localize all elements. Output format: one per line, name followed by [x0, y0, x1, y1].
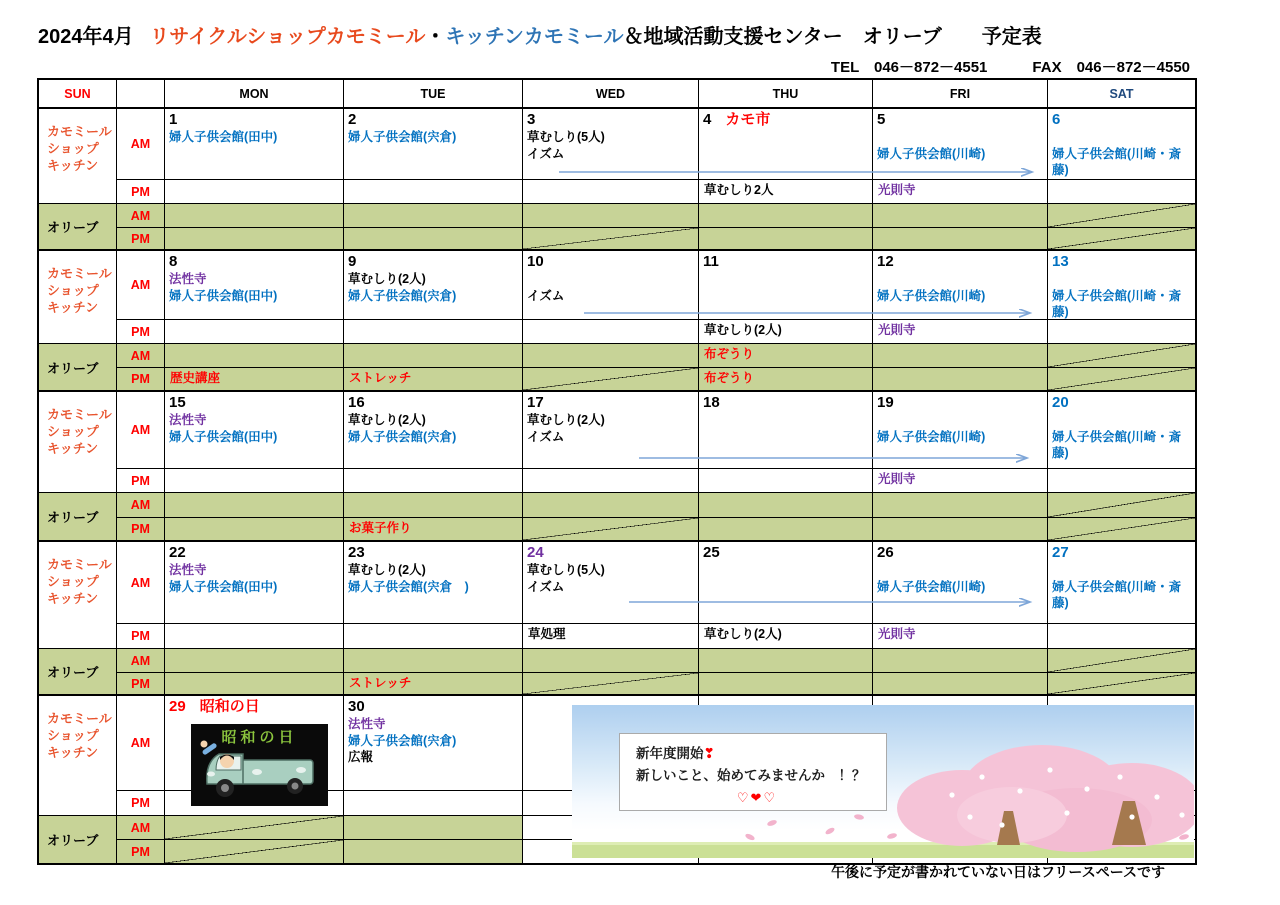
event-entry: 婦人子供会館(川崎・斎藤): [1052, 146, 1182, 177]
event-entry: [877, 412, 1043, 429]
row-label-olive: オリーブ: [39, 493, 117, 542]
event-entry: 婦人子供会館(宍倉): [348, 733, 457, 748]
olive-am-cell: [873, 344, 1048, 368]
olive-pm-cell: [873, 368, 1048, 392]
showa-caption: 昭和の日: [221, 729, 298, 746]
day-number: 20: [1052, 394, 1069, 411]
event-entry: 婦人子供会館(宍倉): [348, 288, 457, 303]
event-entry: イズム: [527, 579, 565, 594]
day-number: 1: [169, 111, 178, 128]
olive-pm-cell: [1048, 518, 1195, 542]
event-entry: 法性寺: [169, 272, 207, 286]
day-number-line: [1052, 252, 1191, 271]
chamomile-label-line: キッチン: [47, 745, 99, 760]
day-number-line: [348, 110, 518, 129]
event-entry: 歴史講座: [170, 371, 221, 385]
message-line2: 新しいこと、始めてみませんか ！？: [636, 768, 866, 783]
day-number-line: [169, 252, 339, 271]
chamomile-label-line: カモミール: [47, 711, 112, 726]
event-entry: 婦人子供会館(川崎): [877, 146, 986, 161]
row-label-chamomile: [39, 392, 117, 493]
day-number-line: [1052, 110, 1191, 129]
day-number: 6: [1052, 111, 1061, 128]
event-entry: [877, 271, 1043, 288]
day-am-cell: [344, 696, 523, 791]
day-am-cell: [165, 542, 344, 624]
day-pm-cell: [699, 624, 873, 649]
chamomile-label-line: キッチン: [47, 300, 99, 315]
day-pm-cell: [344, 624, 523, 649]
ampm-label: AM: [117, 392, 165, 469]
chamomile-label-line: キッチン: [47, 441, 99, 456]
ampm-label: PM: [117, 368, 165, 392]
olive-pm-cell: [344, 518, 523, 542]
day-number: 19: [877, 394, 894, 411]
day-number: 10: [527, 253, 544, 270]
day-number: 13: [1052, 253, 1069, 270]
olive-am-cell: [165, 649, 344, 673]
event-entry: 草むしり(5人): [527, 130, 605, 144]
day-am-cell: [873, 392, 1048, 469]
olive-am-cell: [344, 204, 523, 228]
olive-pm-cell: [1048, 673, 1195, 696]
event-entry: 布ぞうり: [704, 347, 755, 361]
day-am-cell: [523, 251, 699, 320]
event-entry: ストレッチ: [349, 371, 412, 385]
olive-pm-cell: [873, 228, 1048, 251]
day-number: 29: [169, 698, 186, 715]
event-entry: 婦人子供会館(川崎・斎藤): [1052, 288, 1182, 319]
ampm-label: PM: [117, 518, 165, 542]
footer-note: 午後に予定が書かれていない日はフリースペースです: [830, 864, 1165, 880]
olive-pm-cell: [699, 518, 873, 542]
day-number: 2: [348, 111, 357, 128]
event-entry: [877, 562, 1043, 579]
event-entry: 草むしり(2人): [348, 563, 426, 577]
day-number-line: [1052, 393, 1191, 412]
ampm-label: PM: [117, 840, 165, 863]
olive-am-cell: [165, 204, 344, 228]
day-am-cell: [699, 109, 873, 180]
event-entry: 婦人子供会館(田中): [169, 579, 278, 594]
event-entry: 布ぞうり: [704, 371, 755, 385]
day-pm-cell: [873, 624, 1048, 649]
day-pm-cell: [344, 320, 523, 344]
ampm-label: AM: [117, 696, 165, 791]
day-number-line: [348, 393, 518, 412]
day-header-mon: MON: [165, 80, 344, 109]
olive-pm-cell: [1048, 368, 1195, 392]
olive-pm-cell: [523, 368, 699, 392]
day-number-line: [348, 543, 518, 562]
day-number-line: [703, 393, 868, 412]
day-header-thu: THU: [699, 80, 873, 109]
olive-am-cell: [523, 493, 699, 518]
day-am-cell: [344, 542, 523, 624]
day-pm-cell: [1048, 180, 1195, 204]
event-entry: [877, 129, 1043, 146]
day-number-line: [1052, 543, 1191, 562]
day-pm-cell: [344, 469, 523, 493]
day-am-cell: [523, 542, 699, 624]
day-number-line: [703, 543, 868, 562]
olive-am-cell: [523, 649, 699, 673]
contact-info: TEL 046－872－4551 FAX 046－872－4550: [830, 59, 1190, 76]
day-pm-cell: [523, 180, 699, 204]
ampm-label: AM: [117, 204, 165, 228]
day-header-sun: SUN: [39, 80, 117, 109]
row-label-chamomile: [39, 542, 117, 649]
event-entry: 草処理: [528, 627, 566, 641]
day-pm-cell: [523, 320, 699, 344]
event-entry: 婦人子供会館(川崎): [877, 288, 986, 303]
event-entry: 婦人子供会館(田中): [169, 288, 278, 303]
day-number-line: [169, 110, 339, 129]
olive-pm-cell: [344, 368, 523, 392]
olive-am-cell: [699, 344, 873, 368]
message-box: [619, 733, 887, 811]
row-label-olive: オリーブ: [39, 816, 117, 863]
olive-am-cell: [873, 649, 1048, 673]
day-number: 23: [348, 544, 365, 561]
event-entry: 草むしり(2人): [527, 413, 605, 427]
ampm-label: AM: [117, 251, 165, 320]
day-am-cell: [873, 251, 1048, 320]
calendar-table: [37, 78, 1197, 865]
olive-pm-cell: [699, 368, 873, 392]
event-entry: 草むしり(2人): [704, 627, 782, 641]
olive-am-cell: [1048, 204, 1195, 228]
day-am-cell: [165, 109, 344, 180]
day-number-line: [877, 110, 1043, 129]
event-entry: 婦人子供会館(川崎): [877, 579, 986, 594]
event-entry: 婦人子供会館(田中): [169, 130, 278, 144]
event-entry: 婦人子供会館(田中): [169, 429, 278, 444]
day-number-line: [169, 543, 339, 562]
day-am-cell: [1048, 251, 1195, 320]
olive-pm-cell: [165, 840, 344, 863]
day-number-line: [527, 252, 694, 271]
showa-day-clipart: [191, 724, 328, 806]
heart-exclamation-icon: ❣: [703, 746, 715, 761]
day-am-cell: [873, 542, 1048, 624]
row-label-chamomile: [39, 251, 117, 344]
day-number-line: [348, 697, 518, 716]
day-am-cell: [523, 392, 699, 469]
day-number-line: [877, 543, 1043, 562]
olive-pm-cell: [165, 228, 344, 251]
day-am-cell: [1048, 109, 1195, 180]
day-pm-cell: [165, 320, 344, 344]
event-entry: 婦人子供会館(川崎・斎藤): [1052, 579, 1182, 610]
day-number: 12: [877, 253, 894, 270]
chamomile-label-line: キッチン: [47, 591, 99, 606]
ampm-label: PM: [117, 228, 165, 251]
event-entry: 法性寺: [169, 413, 207, 427]
ampm-label: PM: [117, 791, 165, 816]
day-pm-cell: [699, 180, 873, 204]
event-entry: 草むしり(5人): [527, 563, 605, 577]
day-header-wed: WED: [523, 80, 699, 109]
day-am-cell: [523, 109, 699, 180]
event-entry: イズム: [527, 146, 565, 161]
day-header-spacer: [117, 80, 165, 109]
day-pm-cell: [523, 469, 699, 493]
olive-am-cell: [165, 816, 344, 840]
chamomile-label-line: カモミール: [47, 124, 112, 139]
event-entry: 草むしり(2人): [704, 323, 782, 337]
olive-am-cell: [699, 204, 873, 228]
event-entry: [1052, 271, 1191, 288]
row-label-chamomile: [39, 109, 117, 204]
event-entry: [1052, 129, 1191, 146]
row-label-olive: オリーブ: [39, 344, 117, 392]
event-entry: 草むしり(2人): [348, 272, 426, 286]
day-number: 17: [527, 394, 544, 411]
olive-am-cell: [344, 816, 523, 840]
ampm-label: PM: [117, 624, 165, 649]
day-header-sat: SAT: [1048, 80, 1195, 109]
event-entry: 光則寺: [878, 472, 916, 486]
day-am-cell: [344, 392, 523, 469]
hearts-icon: ♡❤♡: [736, 790, 778, 805]
day-pm-cell: [699, 320, 873, 344]
olive-pm-cell: [699, 673, 873, 696]
event-entry: [1052, 562, 1191, 579]
event-entry: [1052, 412, 1191, 429]
day-number: 4: [703, 111, 712, 128]
message-line1: 新年度開始❣: [636, 746, 715, 761]
day-pm-cell: [1048, 624, 1195, 649]
chamomile-label-line: ショップ: [47, 141, 99, 156]
day-number: 15: [169, 394, 186, 411]
olive-pm-cell: [873, 673, 1048, 696]
day-am-cell: [344, 109, 523, 180]
event-entry: 婦人子供会館(宍倉 ): [348, 579, 469, 594]
day-am-cell: [1048, 542, 1195, 624]
day-pm-cell: [1048, 320, 1195, 344]
olive-am-cell: [523, 204, 699, 228]
day-number: 22: [169, 544, 186, 561]
day-pm-cell: [1048, 469, 1195, 493]
ampm-label: AM: [117, 109, 165, 180]
day-number-line: [527, 393, 694, 412]
title-rest: ＆地域活動支援センター オリーブ 予定表: [623, 26, 1042, 48]
olive-am-cell: [165, 344, 344, 368]
event-entry: 法性寺: [169, 563, 207, 577]
olive-pm-cell: [165, 368, 344, 392]
event-entry: 婦人子供会館(宍倉): [348, 429, 457, 444]
chamomile-label-line: ショップ: [47, 728, 99, 743]
day-number-line: [348, 252, 518, 271]
day-number-line: [703, 110, 868, 129]
day-am-cell: [873, 109, 1048, 180]
day-number: 26: [877, 544, 894, 561]
event-entry: 光則寺: [878, 323, 916, 337]
event-entry: 光則寺: [878, 183, 916, 197]
ampm-label: PM: [117, 320, 165, 344]
olive-am-cell: [1048, 344, 1195, 368]
day-pm-cell: [165, 624, 344, 649]
ampm-label: PM: [117, 673, 165, 696]
chamomile-label-line: ショップ: [47, 424, 99, 439]
row-label-chamomile: [39, 696, 117, 816]
day-am-cell: [699, 251, 873, 320]
day-pm-cell: [344, 791, 523, 816]
day-number-line: [703, 252, 868, 271]
chamomile-label-line: キッチン: [47, 158, 99, 173]
day-pm-cell: [523, 624, 699, 649]
title-separator: ・: [425, 26, 446, 48]
ampm-label: AM: [117, 816, 165, 840]
event-entry: 草むしり(2人): [348, 413, 426, 427]
event-entry: [527, 271, 694, 288]
ampm-label: AM: [117, 649, 165, 673]
event-entry: お菓子作り: [349, 521, 412, 535]
day-pm-cell: [873, 469, 1048, 493]
day-badge: 昭和の日: [199, 698, 260, 715]
day-number-line: [877, 252, 1043, 271]
event-entry: ストレッチ: [349, 676, 412, 690]
day-number: 18: [703, 394, 720, 411]
ampm-label: AM: [117, 344, 165, 368]
olive-pm-cell: [523, 228, 699, 251]
day-number-line: [877, 393, 1043, 412]
day-number: 11: [703, 253, 719, 270]
day-pm-cell: [344, 180, 523, 204]
olive-pm-cell: [699, 228, 873, 251]
olive-pm-cell: [165, 673, 344, 696]
event-entry: 婦人子供会館(宍倉): [348, 130, 457, 144]
chamomile-label-line: ショップ: [47, 574, 99, 589]
day-pm-cell: [873, 180, 1048, 204]
olive-pm-cell: [165, 518, 344, 542]
event-entry: イズム: [527, 429, 565, 444]
olive-pm-cell: [344, 840, 523, 863]
olive-am-cell: [165, 493, 344, 518]
day-number: 5: [877, 111, 886, 128]
ampm-label: PM: [117, 180, 165, 204]
event-entry: 婦人子供会館(川崎): [877, 429, 986, 444]
day-number: 27: [1052, 544, 1069, 561]
day-am-cell: [344, 251, 523, 320]
olive-am-cell: [699, 649, 873, 673]
day-number-line: [169, 393, 339, 412]
olive-pm-cell: [344, 228, 523, 251]
day-am-cell: [699, 542, 873, 624]
olive-am-cell: [873, 493, 1048, 518]
olive-pm-cell: [873, 518, 1048, 542]
event-entry: 法性寺: [348, 717, 386, 731]
ampm-label: AM: [117, 493, 165, 518]
olive-am-cell: [344, 344, 523, 368]
event-entry: イズム: [527, 288, 565, 303]
day-pm-cell: [873, 320, 1048, 344]
row-label-olive: オリーブ: [39, 649, 117, 696]
event-entry: 草むしり2人: [704, 183, 774, 197]
olive-am-cell: [873, 204, 1048, 228]
day-am-cell: [165, 251, 344, 320]
day-am-cell: [699, 392, 873, 469]
day-number: 9: [348, 253, 357, 270]
day-number: 24: [527, 544, 544, 561]
title-kitchen-name: キッチンカモミール: [445, 26, 624, 48]
day-header-fri: FRI: [873, 80, 1048, 109]
day-pm-cell: [165, 180, 344, 204]
olive-pm-cell: [523, 518, 699, 542]
ampm-label: AM: [117, 542, 165, 624]
olive-pm-cell: [344, 673, 523, 696]
olive-am-cell: [344, 493, 523, 518]
chamomile-label-line: カモミール: [47, 407, 112, 422]
olive-pm-cell: [1048, 228, 1195, 251]
event-entry: 光則寺: [878, 627, 916, 641]
day-pm-cell: [699, 469, 873, 493]
title-shop-name: リサイクルショップカモミール: [149, 26, 426, 48]
olive-am-cell: [344, 649, 523, 673]
title-month: 2024年4月: [38, 26, 134, 48]
day-am-cell: [1048, 392, 1195, 469]
chamomile-label-line: カモミール: [47, 266, 112, 281]
day-header-tue: TUE: [344, 80, 523, 109]
olive-pm-cell: [523, 673, 699, 696]
day-number-line: [527, 543, 694, 562]
day-am-cell: [165, 392, 344, 469]
spring-message-panel: [572, 705, 1194, 858]
day-number: 16: [348, 394, 365, 411]
chamomile-label-line: カモミール: [47, 557, 112, 572]
olive-am-cell: [523, 344, 699, 368]
day-number: 25: [703, 544, 720, 561]
page-title: [38, 20, 1042, 49]
ampm-label: PM: [117, 469, 165, 493]
event-entry: 広報: [348, 750, 374, 764]
day-number-line: [527, 110, 694, 129]
event-entry: 婦人子供会館(川崎・斎藤): [1052, 429, 1182, 460]
day-number: 3: [527, 111, 536, 128]
olive-am-cell: [699, 493, 873, 518]
chamomile-label-line: ショップ: [47, 283, 99, 298]
olive-am-cell: [1048, 649, 1195, 673]
row-label-olive: オリーブ: [39, 204, 117, 251]
day-badge: カモ市: [725, 111, 771, 128]
olive-am-cell: [1048, 493, 1195, 518]
day-pm-cell: [165, 469, 344, 493]
day-number: 8: [169, 253, 178, 270]
day-number-line: [169, 697, 339, 716]
day-number: 30: [348, 698, 365, 715]
